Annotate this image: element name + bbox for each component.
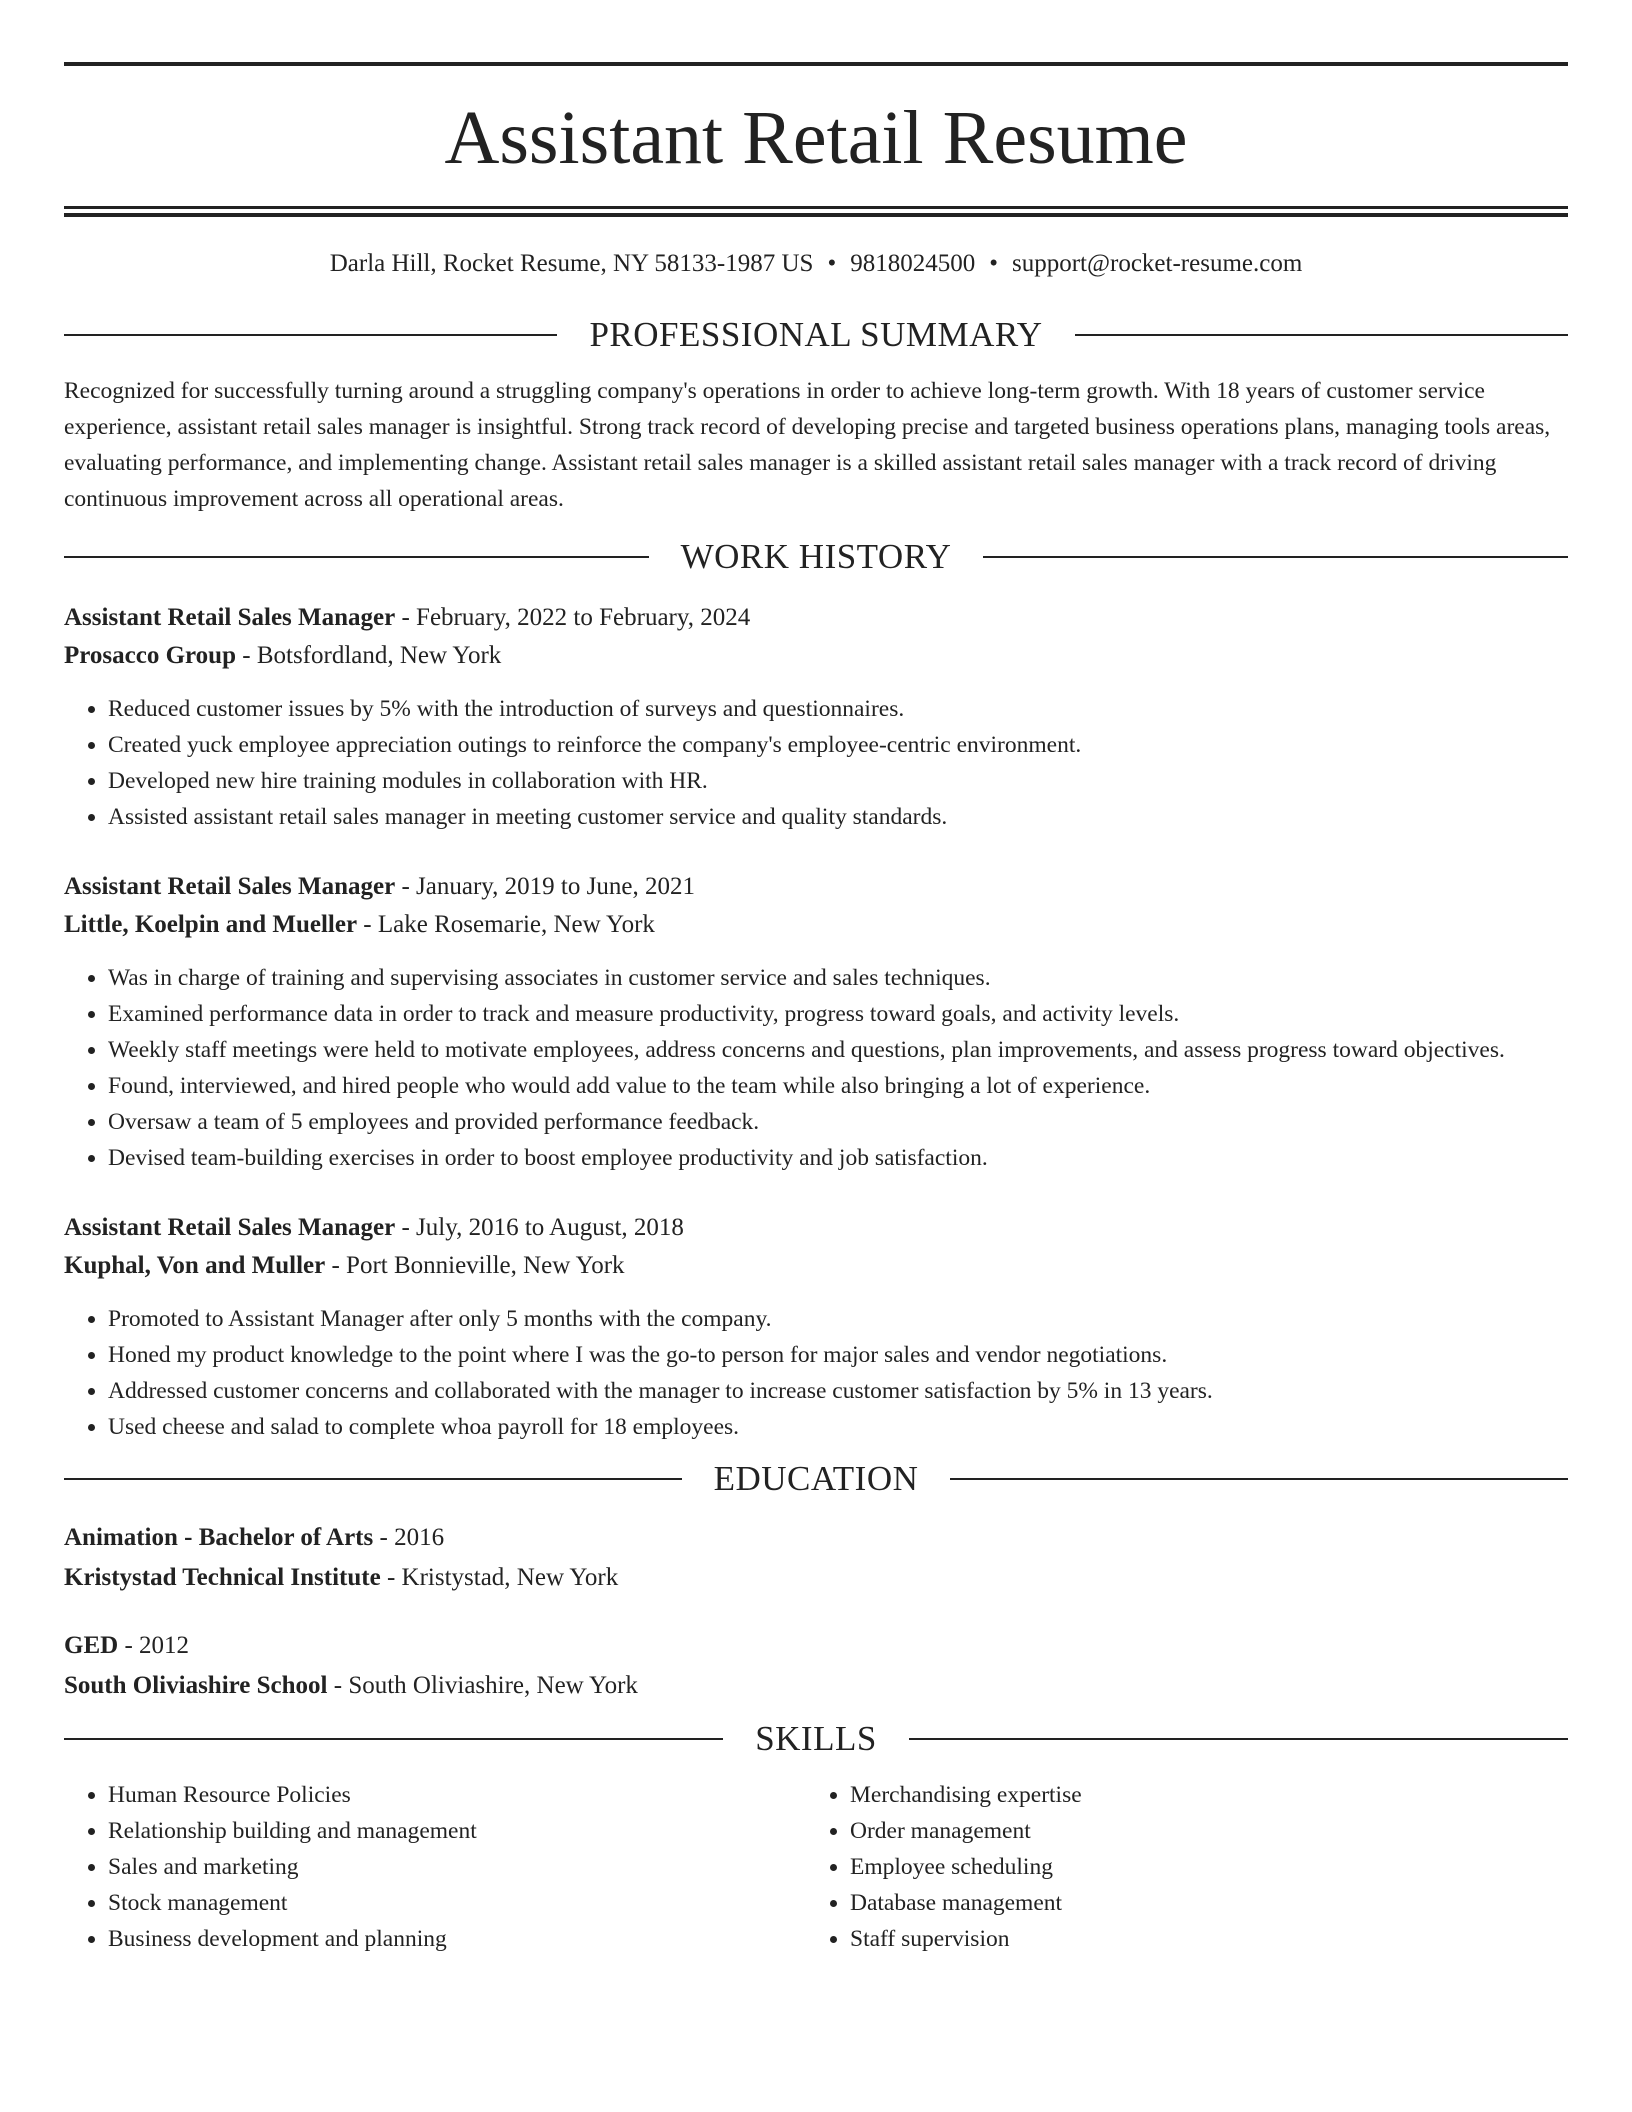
- skill-item: • Relationship building and management: [108, 1813, 806, 1849]
- job-location: - Port Bonnieville, New York: [325, 1252, 625, 1279]
- job-title-line: [64, 868, 1568, 906]
- list-item: • Assisted assistant retail sales manager in meeting customer service and quality standards.: [108, 799, 1568, 835]
- heading-rule: [950, 1478, 1568, 1480]
- education-location: - Kristystad, New York: [380, 1564, 619, 1591]
- job-entry: [64, 1209, 1568, 1445]
- heading-rule: [64, 1478, 682, 1480]
- job-dates: - January, 2019 to June, 2021: [395, 873, 695, 900]
- job-entry: [64, 868, 1568, 1176]
- education-section-heading: [64, 1457, 1568, 1501]
- heading-rule: [64, 1738, 723, 1740]
- heading-rule: [64, 556, 649, 558]
- skill-item: • Merchandising expertise: [850, 1777, 1548, 1813]
- heading-rule: [909, 1738, 1568, 1740]
- heading-rule: [983, 556, 1568, 558]
- page-title: Assistant Retail Resume: [444, 96, 1188, 180]
- heading-rule: [64, 334, 557, 336]
- work-heading: WORK HISTORY: [680, 537, 952, 576]
- summary-text: Recognized for successfully turning around a struggling company's operations in order to achieve long-term growth. With 18 years of customer service experience, assistant retail sales manager is insightful. Strong track record of developing precise and targeted business operations plans, managing tools areas, evaluating performance, and implementing change. Assistant retail sales manager is a skilled assistant retail sales manager with a track record of driving continuous improvement across all operational areas.: [64, 378, 1551, 512]
- list-item: • Examined performance data in order to track and measure productivity, progress toward goals, and activity levels.: [108, 996, 1568, 1032]
- skills-column-left: [64, 1777, 806, 1957]
- list-item: • Found, interviewed, and hired people who would add value to the team while also bringing a lot of experience.: [108, 1068, 1568, 1104]
- education-entry: [64, 1519, 1568, 1597]
- skill-item: • Database management: [850, 1885, 1548, 1921]
- list-item: • Promoted to Assistant Manager after only 5 months with the company.: [108, 1301, 1568, 1337]
- education-entry: [64, 1627, 1568, 1705]
- contact-line: [64, 249, 1568, 279]
- education-school-line: [64, 1559, 1568, 1597]
- list-item: • Created yuck employee appreciation outings to reinforce the company's employee-centric environment.: [108, 727, 1568, 763]
- job-company: Little, Koelpin and Mueller: [64, 911, 358, 938]
- contact-separator: •: [989, 250, 998, 277]
- heading-rule: [1075, 334, 1568, 336]
- job-company: Kuphal, Von and Muller: [64, 1252, 326, 1279]
- job-bullets: [64, 1301, 1568, 1445]
- contact-phone: 9818024500: [850, 250, 976, 277]
- job-company-line: [64, 1247, 1568, 1285]
- job-location: - Lake Rosemarie, New York: [357, 911, 655, 938]
- education-school: South Oliviashire School: [64, 1672, 328, 1699]
- education-year: - 2016: [373, 1524, 445, 1551]
- job-company: Prosacco Group: [64, 642, 236, 669]
- skills-list: [64, 1777, 1568, 1957]
- job-dates: - July, 2016 to August, 2018: [395, 1214, 684, 1241]
- list-item: • Devised team-building exercises in order to boost employee productivity and job satisfaction.: [108, 1140, 1568, 1176]
- work-section-heading: [64, 535, 1568, 579]
- skill-item: • Staff supervision: [850, 1921, 1548, 1957]
- job-company-line: [64, 637, 1568, 675]
- education-year: - 2012: [118, 1632, 190, 1659]
- contact-address: Darla Hill, Rocket Resume, NY 58133-1987 US: [329, 250, 814, 277]
- skill-item: • Order management: [850, 1813, 1548, 1849]
- skills-column-right: [806, 1777, 1548, 1957]
- summary-section-heading: [64, 313, 1568, 357]
- contact-separator: •: [827, 250, 837, 277]
- contact-email: support@rocket-resume.com: [1011, 250, 1303, 277]
- list-item: • Weekly staff meetings were held to motivate employees, address concerns and questions, plan improvements, and assess progress toward objectives.: [108, 1032, 1568, 1068]
- list-item: • Oversaw a team of 5 employees and provided performance feedback.: [108, 1104, 1568, 1140]
- list-item: • Addressed customer concerns and collaborated with the manager to increase customer satisfaction by 5% in 13 years.: [108, 1373, 1568, 1409]
- skill-item: • Business development and planning: [108, 1921, 806, 1957]
- list-item: • Used cheese and salad to complete whoa payroll for 18 employees.: [108, 1409, 1568, 1445]
- skills-bullets: [64, 1777, 806, 1957]
- job-dates: - February, 2022 to February, 2024: [395, 604, 751, 631]
- job-title-line: [64, 1209, 1568, 1247]
- skill-item: • Stock management: [108, 1885, 806, 1921]
- education-degree-line: [64, 1627, 1568, 1665]
- education-school: Kristystad Technical Institute: [64, 1564, 381, 1591]
- list-item: • Developed new hire training modules in collaboration with HR.: [108, 763, 1568, 799]
- job-bullets: [64, 691, 1568, 835]
- resume-page: [64, 0, 1568, 1957]
- skills-heading: SKILLS: [755, 1719, 877, 1758]
- education-degree: Animation - Bachelor of Arts: [64, 1524, 374, 1551]
- skill-item: • Employee scheduling: [850, 1849, 1548, 1885]
- skills-section-heading: [64, 1717, 1568, 1761]
- skill-item: • Sales and marketing: [108, 1849, 806, 1885]
- list-item: • Reduced customer issues by 5% with the introduction of surveys and questionnaires.: [108, 691, 1568, 727]
- education-school-line: [64, 1667, 1568, 1705]
- skill-item: • Human Resource Policies: [108, 1777, 806, 1813]
- job-title: Assistant Retail Sales Manager: [64, 1214, 396, 1241]
- education-heading: EDUCATION: [713, 1459, 919, 1498]
- job-title: Assistant Retail Sales Manager: [64, 873, 396, 900]
- job-entry: [64, 599, 1568, 835]
- title-double-rule: [64, 206, 1568, 217]
- list-item: • Honed my product knowledge to the point where I was the go-to person for major sales and vendor negotiations.: [108, 1337, 1568, 1373]
- skills-bullets: [806, 1777, 1548, 1957]
- summary-heading: PROFESSIONAL SUMMARY: [589, 315, 1043, 354]
- education-degree: GED: [64, 1632, 119, 1659]
- education-location: - South Oliviashire, New York: [327, 1672, 638, 1699]
- job-title-line: [64, 599, 1568, 637]
- job-location: - Botsfordland, New York: [236, 642, 502, 669]
- education-degree-line: [64, 1519, 1568, 1557]
- list-item: • Was in charge of training and supervising associates in customer service and sales techniques.: [108, 960, 1568, 996]
- job-bullets: [64, 960, 1568, 1176]
- job-company-line: [64, 906, 1568, 944]
- job-title: Assistant Retail Sales Manager: [64, 604, 396, 631]
